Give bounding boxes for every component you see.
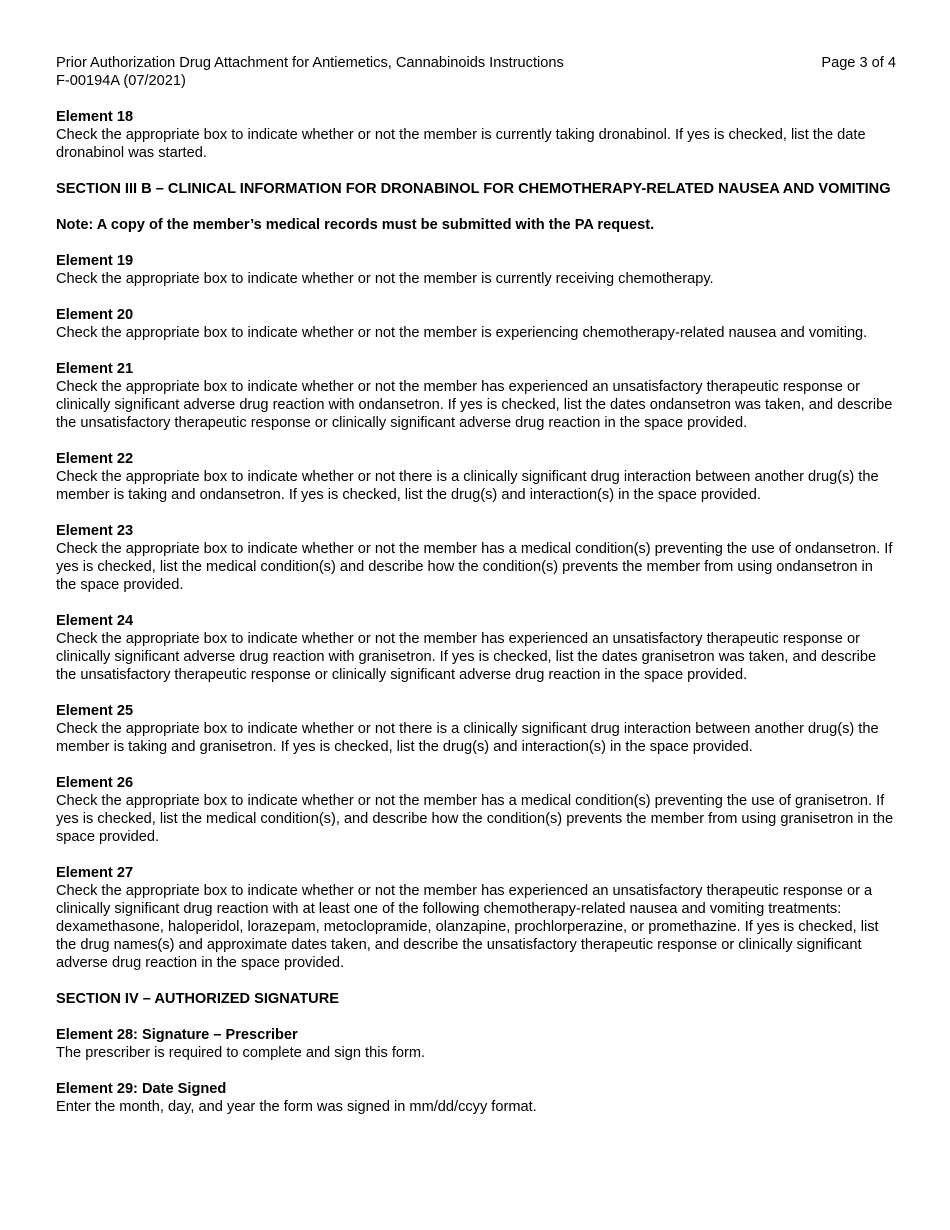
element-18 [56, 108, 896, 162]
element-20-heading: Element 20 [56, 307, 134, 323]
section-3b-title: SECTION III B – CLINICAL INFORMATION FOR DRONABINOL FOR CHEMOTHERAPY-RELATED NAUSEA AND VOMITING [56, 181, 891, 197]
section-3b [56, 180, 896, 198]
element-23-text: Check the appropriate box to indicate whether or not the member has a medical condition(s) preventing the use of ondansetron. If yes is checked, list the medical condition(s) and describe how the condition(s) prevents the member from using ondansetron in the space provided. [56, 541, 893, 593]
page-number: Page 3 of 4 [821, 55, 896, 71]
form-title: Prior Authorization Drug Attachment for Antiemetics, Cannabinoids Instructions [56, 55, 564, 71]
element-23 [56, 522, 896, 594]
element-19-heading: Element 19 [56, 253, 134, 269]
element-28-text: The prescriber is required to complete and sign this form. [56, 1045, 426, 1061]
section-4-title: SECTION IV – AUTHORIZED SIGNATURE [56, 991, 339, 1007]
element-25 [56, 702, 896, 756]
element-27-heading: Element 27 [56, 865, 134, 881]
section-4 [56, 990, 896, 1008]
element-25-text: Check the appropriate box to indicate whether or not there is a clinically significant drug interaction between another drug(s) the member is taking and granisetron. If yes is checked, list the drug(s) and interaction(s) in the space provided. [56, 721, 879, 755]
element-26-heading: Element 26 [56, 775, 134, 791]
element-24 [56, 612, 896, 684]
element-21 [56, 360, 896, 432]
element-27-text: Check the appropriate box to indicate whether or not the member has experienced an unsatisfactory therapeutic response or a clinically significant drug reaction with at least one of the following chemotherapy-related nausea and vomiting treatments: dexamethasone, haloperidol, lorazepam, metoclopramide, olanzapine, prochlorperazine, or promethazine. If yes is checked, list the drug names(s) and approximate dates taken, and describe the unsatisfactory therapeutic response or clinically significant adverse drug reaction in the space provided. [56, 883, 879, 971]
element-28 [56, 1026, 896, 1062]
element-29-heading: Element 29: Date Signed [56, 1081, 227, 1097]
element-19-text: Check the appropriate box to indicate whether or not the member is currently receiving chemotherapy. [56, 271, 714, 287]
element-26 [56, 774, 896, 846]
element-21-text: Check the appropriate box to indicate whether or not the member has experienced an unsatisfactory therapeutic response or clinically significant adverse drug reaction with ondansetron. If yes is checked, list the dates ondansetron was taken, and describe the unsatisfactory therapeutic response or clinically significant adverse drug reaction in the space provided. [56, 379, 893, 431]
section-3b-note [56, 216, 896, 234]
medical-records-note: Note: A copy of the member’s medical records must be submitted with the PA request. [56, 217, 655, 233]
element-20-text: Check the appropriate box to indicate whether or not the member is experiencing chemotherapy-related nausea and vomiting. [56, 325, 868, 341]
element-29 [56, 1080, 896, 1116]
element-24-text: Check the appropriate box to indicate whether or not the member has experienced an unsatisfactory therapeutic response or clinically significant adverse drug reaction with granisetron. If yes is checked, list the dates granisetron was taken, and describe the unsatisfactory therapeutic response or clinically significant adverse drug reaction in the space provided. [56, 631, 877, 683]
element-18-heading: Element 18 [56, 109, 134, 125]
element-22-text: Check the appropriate box to indicate whether or not there is a clinically significant drug interaction between another drug(s) the member is taking and ondansetron. If yes is checked, list the drug(s) and interaction(s) in the space provided. [56, 469, 879, 503]
element-18-text: Check the appropriate box to indicate whether or not the member is currently taking dronabinol. If yes is checked, list the date dronabinol was started. [56, 127, 866, 161]
element-21-heading: Element 21 [56, 361, 134, 377]
form-number: F-00194A (07/2021) [56, 73, 186, 89]
element-29-text: Enter the month, day, and year the form was signed in mm/dd/ccyy format. [56, 1099, 537, 1115]
element-25-heading: Element 25 [56, 703, 134, 719]
document-page [56, 54, 896, 1134]
element-19 [56, 252, 896, 288]
page-header [56, 54, 896, 90]
element-24-heading: Element 24 [56, 613, 134, 629]
element-23-heading: Element 23 [56, 523, 134, 539]
element-27 [56, 864, 896, 972]
element-26-text: Check the appropriate box to indicate whether or not the member has a medical condition(s) preventing the use of granisetron. If yes is checked, list the medical condition(s), and describe how the condition(s) prevents the member from using granisetron in the space provided. [56, 793, 894, 845]
element-22-heading: Element 22 [56, 451, 134, 467]
element-22 [56, 450, 896, 504]
element-28-heading: Element 28: Signature – Prescriber [56, 1027, 298, 1043]
element-20 [56, 306, 896, 342]
